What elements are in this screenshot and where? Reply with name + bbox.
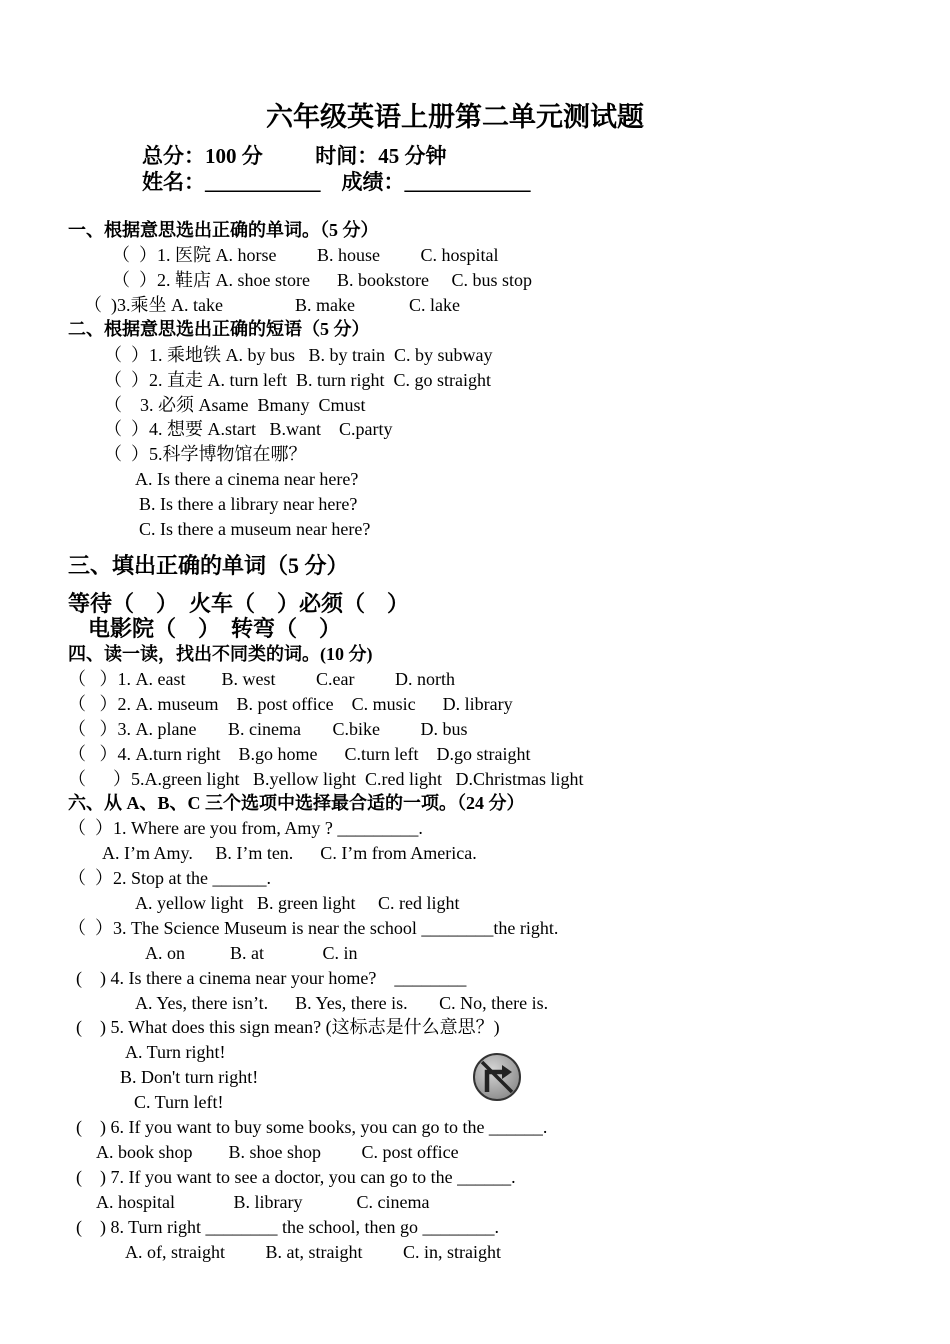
- name-grade-line: 姓名：___________ 成绩：____________: [142, 170, 531, 194]
- section6-q3: （ ）3. The Science Museum is near the school ________the right.: [68, 918, 559, 938]
- section6-q6: ( ) 6. If you want to buy some books, you can go to the ______.: [76, 1117, 548, 1137]
- section2-heading: 二、根据意思选出正确的短语（5 分）: [68, 319, 370, 339]
- section1-heading: 一、根据意思选出正确的单词。（5 分）: [68, 220, 379, 240]
- section4-item-1: （ ）1. A. east B. west C.ear D. north: [68, 669, 455, 689]
- section6-q1: （ ）1. Where are you from, Amy ? _________.: [68, 818, 423, 838]
- section2-item-3: （ 3. 必须 Asame Bmany Cmust: [104, 395, 366, 415]
- section2-item-2: （ ）2. 直走 A. turn left B. turn right C. go straight: [104, 370, 491, 390]
- score-time-line: 总分：100 分 时间：45 分钟: [142, 144, 447, 168]
- section6-q5-option-a: A. Turn right!: [125, 1042, 226, 1062]
- section6-heading: 六、从 A、B、C 三个选项中选择最合适的一项。（24 分）: [68, 793, 525, 813]
- section2-item-1: （ ）1. 乘地铁 A. by bus B. by train C. by subway: [104, 345, 493, 365]
- section4-heading: 四、读一读，找出不同类的词。(10 分): [68, 644, 373, 664]
- section6-q2-options: A. yellow light B. green light C. red light: [135, 893, 460, 913]
- no-right-turn-icon: [472, 1052, 522, 1102]
- section4-item-2: （ ）2. A. museum B. post office C. music D. library: [68, 694, 513, 714]
- section2-option-c: C. Is there a museum near here?: [139, 519, 371, 539]
- section2-item-4: （ ）4. 想要 A.start B.want C.party: [104, 419, 393, 439]
- section6-q7: ( ) 7. If you want to see a doctor, you can go to the ______.: [76, 1167, 516, 1187]
- section6-q4-options: A. Yes, there isn’t. B. Yes, there is. C. No, there is.: [135, 993, 549, 1013]
- section6-q5-option-c: C. Turn left!: [134, 1092, 224, 1112]
- section4-item-5: （ ）5.A.green light B.yellow light C.red light D.Christmas light: [68, 769, 584, 789]
- section3-line-1: 等待（ ） 火车（ ）必须（ ）: [68, 591, 410, 616]
- section1-item-3: （ )3.乘坐 A. take B. make C. lake: [84, 295, 460, 315]
- section2-item-5: （ ）5.科学博物馆在哪？: [104, 444, 307, 464]
- section6-q6-options: A. book shop B. shoe shop C. post office: [96, 1142, 459, 1162]
- section3-heading: 三、填出正确的单词（5 分）: [68, 553, 349, 578]
- section1-item-2: （ ）2. 鞋店 A. shoe store B. bookstore C. bus stop: [112, 270, 532, 290]
- section2-option-a: A. Is there a cinema near here?: [135, 469, 359, 489]
- section6-q2: （ ）2. Stop at the ______.: [68, 868, 271, 888]
- section6-q8: ( ) 8. Turn right ________ the school, then go ________.: [76, 1217, 499, 1237]
- section6-q7-options: A. hospital B. library C. cinema: [96, 1192, 430, 1212]
- section3-line-2: 电影院（ ） 转弯（ ）: [88, 616, 342, 641]
- section6-q1-options: A. I’m Amy. B. I’m ten. C. I’m from America.: [102, 843, 477, 863]
- section4-item-4: （ ）4. A.turn right B.go home C.turn left D.go straight: [68, 744, 531, 764]
- page-title: 六年级英语上册第二单元测试题: [266, 102, 644, 132]
- section4-item-3: （ ）3. A. plane B. cinema C.bike D. bus: [68, 719, 468, 739]
- section1-item-1: （ ）1. 医院 A. horse B. house C. hospital: [112, 245, 499, 265]
- section6-q5-option-b: B. Don't turn right!: [120, 1067, 259, 1087]
- section2-option-b: B. Is there a library near here?: [139, 494, 358, 514]
- section6-q5: ( ) 5. What does this sign mean? (这标志是什么意思？): [76, 1017, 500, 1037]
- section6-q8-options: A. of, straight B. at, straight C. in, straight: [125, 1242, 501, 1262]
- section6-q4: ( ) 4. Is there a cinema near your home? ________: [76, 968, 467, 988]
- section6-q3-options: A. on B. at C. in: [145, 943, 358, 963]
